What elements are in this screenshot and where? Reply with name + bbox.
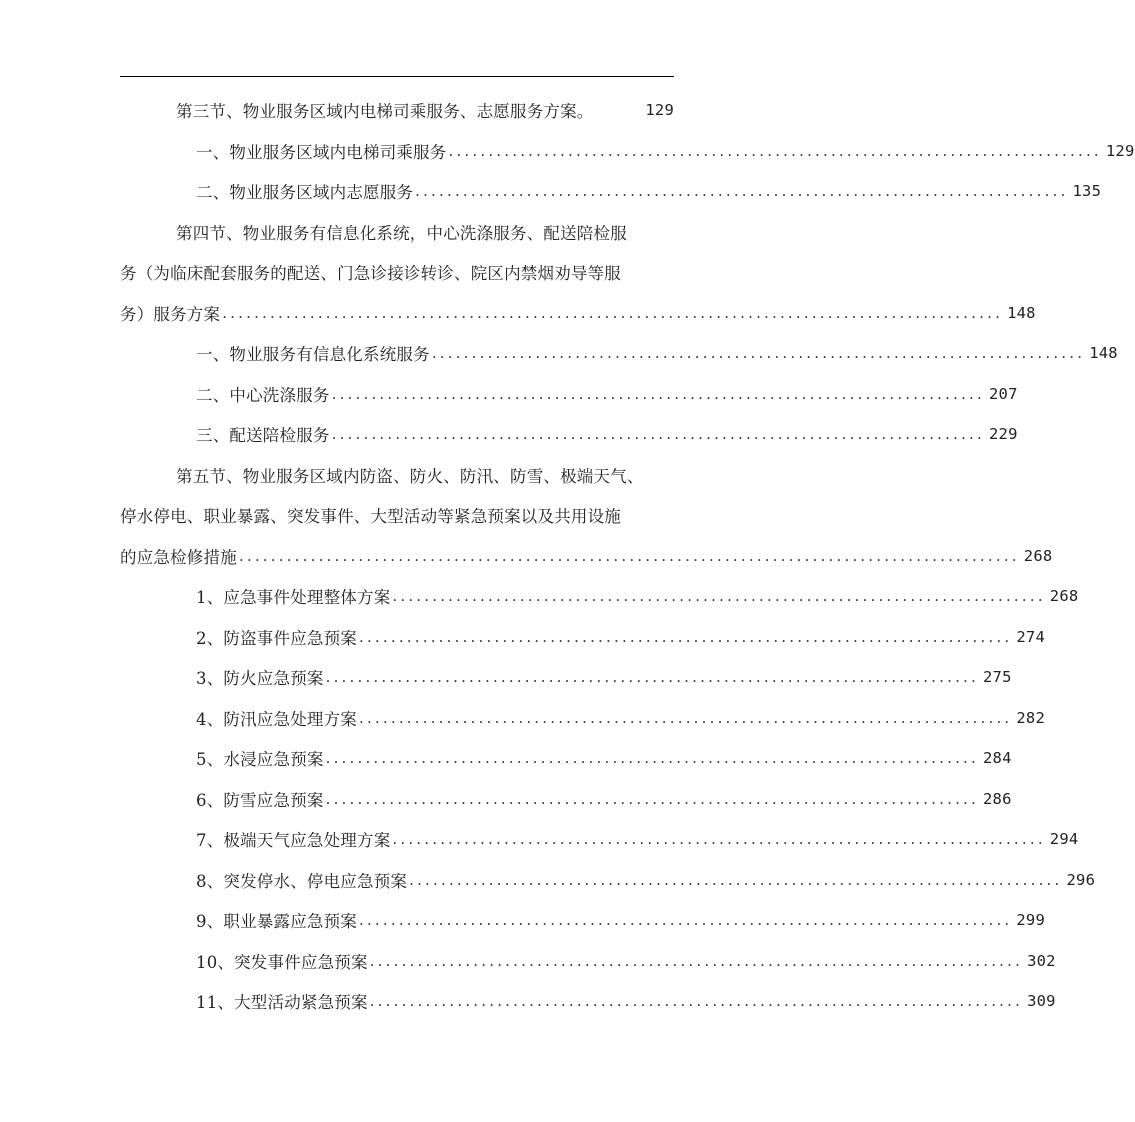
toc-entry-section-3[interactable] [120,90,674,131]
toc-entry-section-5-line1[interactable] [120,455,674,496]
toc-entry-label: 一、物业服务有信息化系统服务 [196,345,430,365]
toc-leader-dots: .................................................................................. [392,587,1046,606]
toc-entry-page: 207 [989,384,1018,403]
toc-entry-label: 8、突发停水、停电应急预案 [196,871,408,891]
toc-entry-label: 三、配送陪检服务 [196,426,330,446]
toc-leader-dots: .................................................................................. [331,384,985,403]
header-rule [120,76,674,77]
toc-entry-page: 296 [1066,870,1096,889]
toc-leader-dots: .................................................................................. [448,141,1102,160]
toc-entry[interactable] [120,900,1045,941]
toc-leader-dots: .................................................................................. [325,749,979,768]
toc-entry-page: 148 [1007,303,1036,322]
toc-entry-page: 148 [1089,344,1118,363]
toc-entry-label: 第五节、物业服务区域内防盗、防火、防汛、防雪、极端天气、 [176,466,644,486]
toc-entry-label: 1、应急事件处理整体方案 [196,588,391,608]
toc-entry-label: 7、极端天气应急处理方案 [196,831,391,851]
toc-entry-page: 302 [1027,951,1056,970]
toc-entry[interactable] [120,617,1045,658]
toc-entry-page: 294 [1049,830,1079,849]
toc-entry-label: 11、大型活动紧急预案 [196,993,368,1013]
toc-entry-section-4-line2[interactable] [120,252,674,293]
toc-entry-page: 309 [1027,992,1056,1011]
toc-leader-dots: .................................................................................. [369,951,1024,970]
toc-entry-page: 275 [983,668,1012,687]
toc-leader-dots: .................................................................................. [331,425,985,444]
toc-entry[interactable] [120,657,1012,698]
toc-entry[interactable] [120,374,1018,415]
toc-entry-section-4-line3[interactable] [120,293,1036,334]
toc-leader-dots: .................................................................................. [431,344,1086,363]
toc-entry-label: 10、突发事件应急预案 [196,952,368,972]
toc-entry[interactable] [120,414,1018,455]
toc-entry-page: 229 [989,425,1018,444]
toc-entry-page: 268 [1049,587,1079,606]
toc-entry-section-5-line2[interactable] [120,495,674,536]
toc-entry-page: 268 [1023,546,1053,565]
toc-leader-dots: .................................................................................................. [238,546,1020,565]
table-of-contents [120,90,1135,1022]
toc-entry-page: 129 [645,101,674,120]
toc-leader-dots: .................................................................................. [359,911,1013,930]
toc-entry[interactable] [120,860,1096,901]
toc-entry-label: 二、物业服务区域内志愿服务 [196,183,414,203]
toc-entry-page: 284 [983,749,1012,768]
toc-entry-label: 9、职业暴露应急预案 [196,912,357,932]
toc-entry[interactable] [120,779,1012,820]
toc-leader-dots: .................................................................................................. [222,303,1004,322]
toc-entry-label: 第三节、物业服务区域内电梯司乘服务、志愿服务方案。 [176,102,594,122]
toc-entry-page: 135 [1072,182,1102,201]
toc-entry[interactable] [120,171,1102,212]
toc-entry-label: 3、防火应急预案 [196,669,324,689]
toc-entry-page: 299 [1016,911,1045,930]
toc-leader-dots: .................................................................................. [359,627,1013,646]
toc-entry[interactable] [120,981,1056,1022]
toc-entry-page: 274 [1016,627,1045,646]
toc-entry-label: 停水停电、职业暴露、突发事件、大型活动等紧急预案以及共用设施 [120,507,621,527]
toc-entry-label: 4、防汛应急处理方案 [196,709,357,729]
toc-leader-dots: .................................................................................. [359,708,1013,727]
toc-entry[interactable] [120,576,1079,617]
toc-leader-dots: .................................................................................. [369,992,1024,1011]
toc-entry-label: 的应急检修措施 [120,547,237,567]
toc-leader-dots: .................................................................................. [325,668,979,687]
toc-entry-page: 282 [1016,708,1045,727]
toc-leader-dots: .................................................................................. [415,182,1069,201]
toc-entry[interactable] [120,333,1118,374]
toc-entry[interactable] [120,819,1079,860]
toc-entry-label: 一、物业服务区域内电梯司乘服务 [196,142,447,162]
toc-leader-dots: .................................................................................. [409,870,1063,889]
toc-entry[interactable] [120,738,1012,779]
toc-leader-dots: .................................................................................. [325,789,979,808]
toc-entry-label: 6、防雪应急预案 [196,790,324,810]
toc-entry-label: 务）服务方案 [120,304,221,324]
toc-entry-label: 第四节、物业服务有信息化系统，中心洗涤服务、配送陪检服 [176,223,627,243]
toc-entry[interactable] [120,941,1056,982]
toc-entry-label: 5、水浸应急预案 [196,750,324,770]
toc-entry[interactable] [120,131,1135,172]
toc-entry-section-4-line1[interactable] [120,212,674,253]
toc-leader-dots: .................................................................................. [392,830,1046,849]
toc-entry-page: 286 [983,789,1012,808]
toc-entry-label: 二、中心洗涤服务 [196,385,330,405]
toc-entry-section-5-line3[interactable] [120,536,1053,577]
toc-entry[interactable] [120,698,1045,739]
toc-entry-label: 务（为临床配套服务的配送、门急诊接诊转诊、院区内禁烟劝导等服 [120,264,621,284]
toc-entry-label: 2、防盗事件应急预案 [196,628,357,648]
toc-entry-page: 129 [1105,141,1135,160]
